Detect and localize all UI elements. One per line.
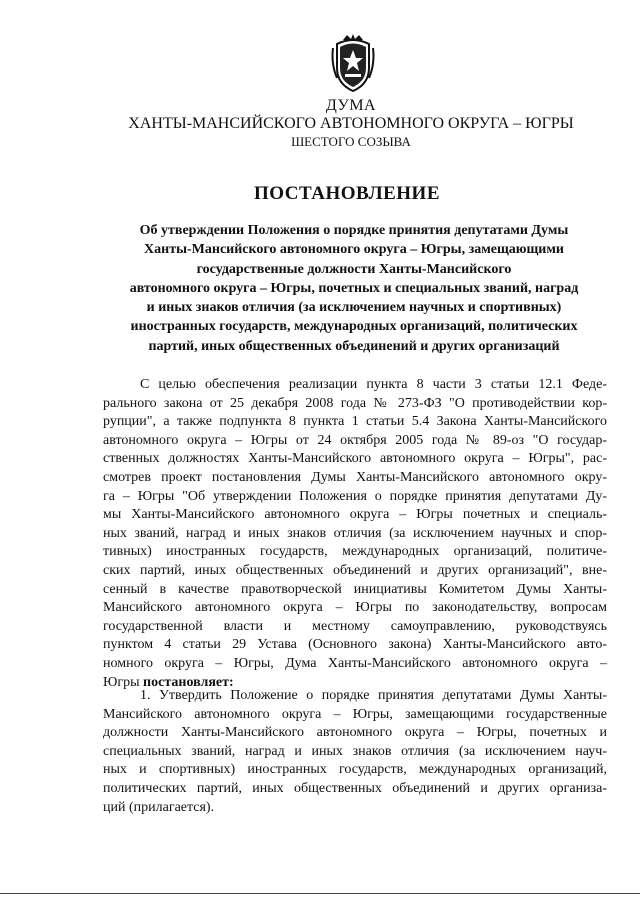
final-line-prefix: Югры [103, 674, 144, 690]
subject-line: автономного округа – Югры, почетных и специальных званий, наград [129, 280, 579, 296]
subject-line: государственные должности Ханты-Мансийского [196, 261, 512, 277]
text-line: политических партий, иных общественных объединений и других организа- [103, 780, 607, 796]
preamble-paragraph [103, 376, 607, 692]
text-line: С целью обеспечения реализации пункта 8 части 3 статьи 12.1 Феде- [140, 377, 607, 392]
resolution-keyword: постановляет: [143, 674, 234, 690]
text-line: государственной власти и местному самоуправлению, руководствуясь [103, 618, 607, 634]
text-line: автономного округа – Югры от 24 октября 2005 года № 89-оз "О государ- [103, 432, 607, 448]
duma-heading: ДУМА [325, 97, 377, 114]
text-line: ских партий, иных общественных объединений и других организаций", вне- [103, 562, 607, 578]
text-line: номного округа – Югры, Дума Ханты-Мансийского автономного округа – [103, 655, 607, 671]
subject-line: Об утверждении Положения о порядке принятия депутатами Думы [139, 223, 569, 238]
text-line: ных званий, наград и иных знаков отличия (за исключением научных и спор- [103, 525, 607, 541]
subject-line: Ханты-Мансийского автономного округа – Югры, замещающими [144, 242, 564, 258]
text-line: Мансийского автономного округа – Югры по законодательству, вопросам [103, 600, 607, 616]
document-type: ПОСТАНОВЛЕНИЕ [253, 183, 441, 204]
subject-line: партий, иных общественных объединений и других организаций [148, 338, 560, 354]
text-line: тивных) иностранных государств, международных организаций, политиче- [103, 544, 607, 560]
coat-of-arms-icon [329, 34, 377, 94]
text-line: пунктом 4 статьи 29 Устава (Основного закона) Ханты-Мансийского авто- [103, 637, 607, 653]
text-line: га – Югры "Об утверждении Положения о порядке принятия депутатами Ду- [103, 488, 607, 504]
text-line: рального закона от 25 декабря 2008 года № 273-ФЗ "О противодействии кор- [103, 395, 607, 411]
text-line: ных и спортивных) иностранных государств, международных организаций, [103, 762, 607, 778]
text-line: смотрев проект постановления Думы Ханты-Мансийского автономного окру- [103, 469, 607, 485]
subject-line: и иных знаков отличия (за исключением научных и спортивных) [146, 300, 562, 316]
page-bottom-divider [0, 893, 640, 894]
text-line: 1. Утвердить Положение о порядке принятия депутатами Думы Ханты- [140, 688, 607, 703]
text-line: ций (прилагается). [103, 799, 215, 815]
text-line: ственных должностях Ханты-Мансийского автономного округа – Югры", рас- [103, 451, 607, 467]
subject-line: иностранных государств, международных организаций, политических [130, 319, 578, 335]
text-line: специальных званий, наград и иных знаков отличия (за исключением науч- [103, 743, 607, 759]
text-line: должности Ханты-Мансийского автономного округа – Югры, почетных и [103, 725, 607, 741]
text-line: рупции", а также подпункта 8 пункта 1 статьи 5.4 Закона Ханты-Мансийского [103, 414, 607, 430]
convocation: ШЕСТОГО СОЗЫВА [291, 134, 411, 149]
resolution-item-1 [103, 687, 607, 817]
text-line: мы Ханты-Мансийского автономного округа – Югры почетных и специаль- [103, 507, 607, 523]
organization-name: ХАНТЫ-МАНСИЙСКОГО АВТОНОМНОГО ОКРУГА – ЮГРЫ [128, 115, 574, 132]
text-line: Мансийского автономного округа – Югры, замещающими государственные [103, 706, 607, 722]
document-subject [96, 221, 612, 356]
text-line: сенный в качестве правотворческой инициативы Комитетом Думы Ханты- [103, 581, 607, 597]
